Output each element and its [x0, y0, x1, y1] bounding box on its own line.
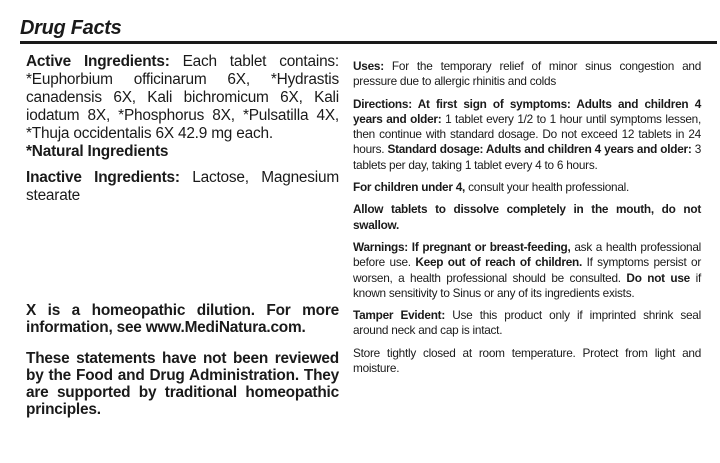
- active-ingredients-heading: Active Ingredients:: [26, 53, 170, 70]
- directions-section: [353, 97, 701, 173]
- uses-section: [353, 59, 701, 90]
- do-not-use-heading: Do not use: [626, 270, 690, 285]
- active-ingredients-text: Each tablet contains: *Euphorbium officinarum 6X, *Hydrastis canadensis 6X, Kali bichromicum 6X, Kali iodatum 8X, *Phosphorus 8X, *Pulsatilla 4X, *Thuja occidentalis 6X 42.9 mg each.: [26, 53, 340, 142]
- storage-text: Store tightly closed at room temperature. Protect from light and moisture.: [353, 345, 701, 376]
- homeopathic-dilution-note: X is a homeopathic dilution. For more information, see www.MediNatura.com.: [26, 302, 339, 336]
- directions-heading: Directions: At first sign of symptoms: Adults and children 4 years and older:: [353, 96, 701, 126]
- title-divider: [20, 41, 717, 44]
- children-section: [353, 180, 701, 195]
- inactive-ingredients-text: Lactose, Magnesium stearate: [26, 169, 339, 204]
- dissolve-text: Allow tablets to dissolve completely in the mouth, do not swallow.: [353, 202, 701, 232]
- standard-dosage-heading: Standard dosage: Adults and children 4 years and older:: [387, 142, 692, 157]
- natural-ingredients-note: *Natural Ingredients: [26, 143, 169, 160]
- dissolve-instruction: [353, 202, 701, 233]
- children-text: consult your health professional.: [468, 180, 630, 195]
- warnings-text-1: ask a health professional before use.: [353, 239, 702, 270]
- right-column: [353, 59, 701, 383]
- uses-heading: Uses:: [353, 59, 384, 73]
- drug-facts-title: Drug Facts: [20, 17, 122, 39]
- warnings-text-3: if known sensitivity to Sinus or any of its ingredients exists.: [353, 270, 701, 300]
- fda-statement: These statements have not been reviewed by the Food and Drug Administration. They are supported by traditional homeopathic principles.: [26, 350, 339, 418]
- children-heading: For children under 4,: [353, 180, 466, 195]
- tamper-evident-text: Use this product only if imprinted shrink seal around neck and cap is intact.: [353, 308, 701, 338]
- active-ingredients: [26, 53, 339, 161]
- tamper-evident-heading: Tamper Evident:: [353, 308, 446, 323]
- uses-text: For the temporary relief of minor sinus congestion and pressure due to allergic rhinitis and colds: [353, 59, 702, 89]
- inactive-ingredients-heading: Inactive Ingredients:: [26, 169, 180, 186]
- directions-text: 1 tablet every 1/2 to 1 hour until symptoms lessen, then continue with standard dosage. Do not exceed 12 tablets in 24 hours.: [353, 111, 701, 157]
- warnings-text-2: If symptoms persist or worsen, a health professional should be consulted.: [353, 255, 702, 285]
- keep-out-of-reach: Keep out of reach of children.: [415, 255, 582, 270]
- tamper-evident-section: [353, 308, 701, 339]
- standard-dosage-text: 3 tablets per day, taking 1 tablet every 4 to 6 hours.: [353, 142, 701, 172]
- warnings-section: [353, 240, 701, 301]
- inactive-ingredients: [26, 169, 339, 205]
- warnings-heading: Warnings: If pregnant or breast-feeding,: [353, 239, 571, 254]
- left-column: [26, 53, 340, 418]
- storage-section: [353, 346, 701, 377]
